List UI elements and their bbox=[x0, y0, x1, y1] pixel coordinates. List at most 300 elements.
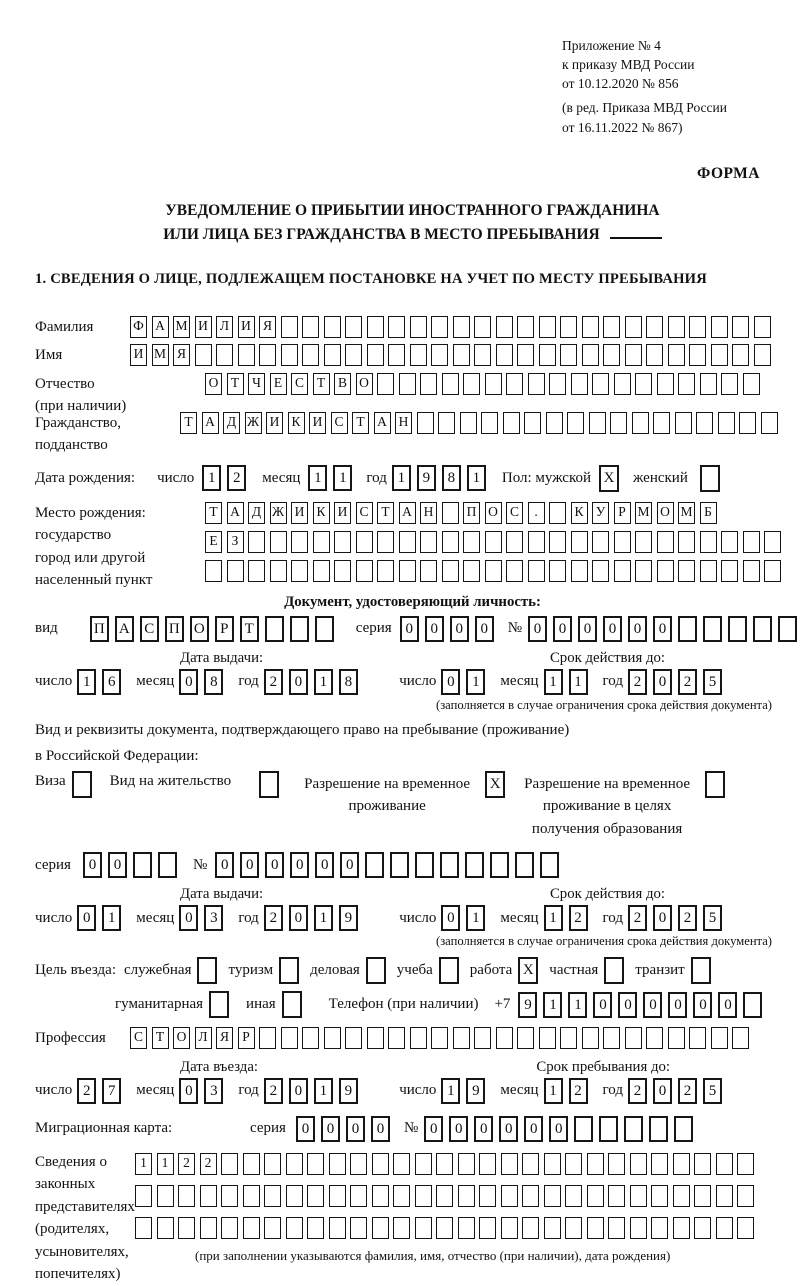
form-cell[interactable]: 0 bbox=[371, 1116, 390, 1142]
form-cell[interactable] bbox=[377, 373, 394, 395]
form-cell[interactable] bbox=[479, 1217, 496, 1239]
form-cell[interactable]: А bbox=[374, 412, 391, 434]
form-cell[interactable] bbox=[732, 316, 749, 338]
form-cell[interactable]: И bbox=[309, 412, 326, 434]
form-cell[interactable] bbox=[465, 852, 484, 878]
form-cell[interactable]: Ж bbox=[270, 502, 287, 524]
form-cell[interactable]: 0 bbox=[450, 616, 469, 642]
form-cell[interactable]: В bbox=[334, 373, 351, 395]
form-cell[interactable] bbox=[460, 412, 477, 434]
form-cell[interactable] bbox=[764, 560, 781, 582]
form-cell[interactable] bbox=[474, 344, 491, 366]
form-cell[interactable] bbox=[673, 1153, 690, 1175]
form-cell[interactable] bbox=[334, 531, 351, 553]
form-cell[interactable]: О bbox=[657, 502, 674, 524]
form-cell[interactable] bbox=[540, 852, 559, 878]
form-cell[interactable]: 0 bbox=[499, 1116, 518, 1142]
form-cell[interactable]: 9 bbox=[339, 1078, 358, 1104]
form-cell[interactable] bbox=[754, 344, 771, 366]
form-cell[interactable] bbox=[721, 531, 738, 553]
form-cell[interactable] bbox=[350, 1153, 367, 1175]
form-cell[interactable] bbox=[678, 560, 695, 582]
form-cell[interactable]: О bbox=[173, 1027, 190, 1049]
form-cell[interactable] bbox=[614, 531, 631, 553]
form-cell[interactable] bbox=[442, 373, 459, 395]
form-cell[interactable]: 1 bbox=[77, 669, 96, 695]
form-cell[interactable]: Ч bbox=[248, 373, 265, 395]
form-cell[interactable]: 0 bbox=[83, 852, 102, 878]
form-cell[interactable] bbox=[496, 1027, 513, 1049]
form-cell[interactable]: 2 bbox=[678, 905, 697, 931]
form-cell[interactable] bbox=[528, 560, 545, 582]
form-cell[interactable] bbox=[270, 531, 287, 553]
form-cell[interactable]: И bbox=[334, 502, 351, 524]
form-cell[interactable] bbox=[356, 531, 373, 553]
form-cell[interactable] bbox=[603, 344, 620, 366]
form-cell[interactable]: 0 bbox=[108, 852, 127, 878]
form-cell[interactable]: Т bbox=[377, 502, 394, 524]
form-cell[interactable]: 8 bbox=[204, 669, 223, 695]
form-cell[interactable] bbox=[737, 1217, 754, 1239]
form-cell[interactable]: 6 bbox=[102, 669, 121, 695]
form-cell[interactable] bbox=[624, 1116, 643, 1142]
form-cell[interactable] bbox=[307, 1217, 324, 1239]
form-cell[interactable] bbox=[356, 560, 373, 582]
form-cell[interactable] bbox=[200, 1185, 217, 1207]
form-cell[interactable]: К bbox=[288, 412, 305, 434]
form-cell[interactable] bbox=[329, 1153, 346, 1175]
form-cell[interactable] bbox=[442, 531, 459, 553]
form-cell[interactable]: 2 bbox=[678, 1078, 697, 1104]
form-cell[interactable]: 2 bbox=[628, 1078, 647, 1104]
form-cell[interactable]: Н bbox=[420, 502, 437, 524]
form-cell[interactable]: 2 bbox=[569, 905, 588, 931]
form-cell[interactable]: 0 bbox=[578, 616, 597, 642]
form-cell[interactable] bbox=[415, 852, 434, 878]
form-cell[interactable] bbox=[453, 1027, 470, 1049]
form-cell[interactable] bbox=[592, 531, 609, 553]
form-cell[interactable]: 2 bbox=[264, 669, 283, 695]
form-cell[interactable]: Р bbox=[215, 616, 234, 642]
form-cell[interactable]: 0 bbox=[549, 1116, 568, 1142]
form-cell[interactable]: 9 bbox=[339, 905, 358, 931]
form-cell[interactable] bbox=[490, 852, 509, 878]
form-cell[interactable] bbox=[625, 344, 642, 366]
form-cell[interactable]: 0 bbox=[296, 1116, 315, 1142]
form-cell[interactable]: 5 bbox=[703, 669, 722, 695]
form-cell[interactable]: 0 bbox=[718, 992, 737, 1018]
form-cell[interactable] bbox=[668, 316, 685, 338]
form-cell[interactable] bbox=[436, 1153, 453, 1175]
form-cell[interactable]: С bbox=[291, 373, 308, 395]
form-cell[interactable]: Н bbox=[395, 412, 412, 434]
form-cell[interactable]: Я bbox=[216, 1027, 233, 1049]
form-cell[interactable] bbox=[417, 412, 434, 434]
form-cell[interactable] bbox=[281, 316, 298, 338]
form-cell[interactable] bbox=[571, 560, 588, 582]
form-cell[interactable]: А bbox=[227, 502, 244, 524]
form-cell[interactable] bbox=[388, 316, 405, 338]
form-cell[interactable] bbox=[345, 316, 362, 338]
form-cell[interactable]: 0 bbox=[240, 852, 259, 878]
form-cell[interactable] bbox=[524, 412, 541, 434]
form-cell[interactable] bbox=[442, 502, 459, 524]
form-cell[interactable] bbox=[635, 373, 652, 395]
form-cell[interactable]: С bbox=[331, 412, 348, 434]
form-cell[interactable] bbox=[393, 1185, 410, 1207]
form-cell[interactable] bbox=[503, 412, 520, 434]
form-cell[interactable] bbox=[625, 1027, 642, 1049]
form-cell[interactable] bbox=[544, 1217, 561, 1239]
form-cell[interactable] bbox=[463, 531, 480, 553]
form-cell[interactable] bbox=[463, 373, 480, 395]
form-cell[interactable] bbox=[178, 1185, 195, 1207]
form-cell[interactable] bbox=[587, 1185, 604, 1207]
form-cell[interactable]: 2 bbox=[569, 1078, 588, 1104]
form-cell[interactable]: М bbox=[635, 502, 652, 524]
form-cell[interactable]: 0 bbox=[474, 1116, 493, 1142]
form-cell[interactable]: 0 bbox=[653, 1078, 672, 1104]
form-cell[interactable] bbox=[582, 344, 599, 366]
form-cell[interactable] bbox=[589, 412, 606, 434]
form-cell[interactable]: О bbox=[485, 502, 502, 524]
form-cell[interactable] bbox=[506, 373, 523, 395]
form-cell[interactable]: 0 bbox=[289, 905, 308, 931]
form-cell[interactable] bbox=[630, 1185, 647, 1207]
form-cell[interactable] bbox=[438, 412, 455, 434]
form-cell[interactable] bbox=[399, 373, 416, 395]
form-cell[interactable]: 2 bbox=[264, 905, 283, 931]
form-cell[interactable] bbox=[431, 1027, 448, 1049]
form-cell[interactable]: 0 bbox=[424, 1116, 443, 1142]
form-cell[interactable] bbox=[696, 412, 713, 434]
form-cell[interactable] bbox=[324, 344, 341, 366]
form-cell[interactable] bbox=[700, 465, 720, 492]
form-cell[interactable] bbox=[221, 1217, 238, 1239]
form-cell[interactable] bbox=[485, 531, 502, 553]
form-cell[interactable] bbox=[481, 412, 498, 434]
form-cell[interactable] bbox=[711, 316, 728, 338]
form-cell[interactable] bbox=[582, 1027, 599, 1049]
form-cell[interactable] bbox=[754, 316, 771, 338]
form-cell[interactable] bbox=[324, 316, 341, 338]
form-cell[interactable] bbox=[517, 1027, 534, 1049]
form-cell[interactable] bbox=[479, 1153, 496, 1175]
form-cell[interactable]: 2 bbox=[200, 1153, 217, 1175]
form-cell[interactable] bbox=[135, 1217, 152, 1239]
form-cell[interactable] bbox=[420, 531, 437, 553]
form-cell[interactable] bbox=[694, 1185, 711, 1207]
form-cell[interactable] bbox=[587, 1153, 604, 1175]
form-cell[interactable] bbox=[700, 560, 717, 582]
form-cell[interactable] bbox=[506, 560, 523, 582]
form-cell[interactable] bbox=[281, 1027, 298, 1049]
form-cell[interactable] bbox=[705, 771, 725, 798]
form-cell[interactable] bbox=[279, 957, 299, 984]
form-cell[interactable] bbox=[674, 1116, 693, 1142]
form-cell[interactable]: К bbox=[571, 502, 588, 524]
form-cell[interactable] bbox=[393, 1153, 410, 1175]
form-cell[interactable]: О bbox=[205, 373, 222, 395]
form-cell[interactable]: 0 bbox=[315, 852, 334, 878]
form-cell[interactable]: X bbox=[518, 957, 538, 984]
form-cell[interactable]: 0 bbox=[289, 669, 308, 695]
form-cell[interactable] bbox=[522, 1185, 539, 1207]
form-cell[interactable]: Я bbox=[173, 344, 190, 366]
form-cell[interactable]: Я bbox=[259, 316, 276, 338]
form-cell[interactable] bbox=[549, 373, 566, 395]
form-cell[interactable] bbox=[243, 1217, 260, 1239]
form-cell[interactable]: И bbox=[238, 316, 255, 338]
form-cell[interactable] bbox=[501, 1217, 518, 1239]
form-cell[interactable] bbox=[517, 316, 534, 338]
form-cell[interactable]: К bbox=[313, 502, 330, 524]
form-cell[interactable] bbox=[608, 1153, 625, 1175]
form-cell[interactable] bbox=[544, 1185, 561, 1207]
form-cell[interactable] bbox=[431, 344, 448, 366]
form-cell[interactable]: 0 bbox=[643, 992, 662, 1018]
form-cell[interactable] bbox=[157, 1217, 174, 1239]
form-cell[interactable]: Д bbox=[223, 412, 240, 434]
form-cell[interactable] bbox=[221, 1153, 238, 1175]
form-cell[interactable]: Б bbox=[700, 502, 717, 524]
form-cell[interactable] bbox=[678, 373, 695, 395]
form-cell[interactable] bbox=[565, 1185, 582, 1207]
form-cell[interactable]: И bbox=[195, 316, 212, 338]
form-cell[interactable] bbox=[365, 852, 384, 878]
form-cell[interactable]: Ф bbox=[130, 316, 147, 338]
form-cell[interactable] bbox=[453, 316, 470, 338]
form-cell[interactable] bbox=[377, 560, 394, 582]
form-cell[interactable]: М bbox=[152, 344, 169, 366]
form-cell[interactable] bbox=[657, 531, 674, 553]
form-cell[interactable]: Е bbox=[205, 531, 222, 553]
form-cell[interactable]: З bbox=[227, 531, 244, 553]
form-cell[interactable]: 1 bbox=[544, 905, 563, 931]
form-cell[interactable] bbox=[743, 373, 760, 395]
form-cell[interactable]: X bbox=[599, 465, 619, 492]
form-cell[interactable] bbox=[264, 1153, 281, 1175]
form-cell[interactable] bbox=[496, 344, 513, 366]
form-cell[interactable] bbox=[178, 1217, 195, 1239]
form-cell[interactable] bbox=[549, 560, 566, 582]
form-cell[interactable] bbox=[668, 344, 685, 366]
form-cell[interactable]: 0 bbox=[346, 1116, 365, 1142]
form-cell[interactable]: 0 bbox=[400, 616, 419, 642]
form-cell[interactable]: 1 bbox=[392, 465, 411, 491]
form-cell[interactable] bbox=[630, 1153, 647, 1175]
form-cell[interactable]: 2 bbox=[178, 1153, 195, 1175]
form-cell[interactable] bbox=[587, 1217, 604, 1239]
form-cell[interactable] bbox=[390, 852, 409, 878]
form-cell[interactable] bbox=[649, 1116, 668, 1142]
form-cell[interactable]: X bbox=[485, 771, 505, 798]
form-cell[interactable]: 0 bbox=[449, 1116, 468, 1142]
form-cell[interactable] bbox=[286, 1185, 303, 1207]
form-cell[interactable]: И bbox=[266, 412, 283, 434]
form-cell[interactable] bbox=[205, 560, 222, 582]
form-cell[interactable] bbox=[496, 316, 513, 338]
form-cell[interactable] bbox=[700, 531, 717, 553]
form-cell[interactable]: 8 bbox=[442, 465, 461, 491]
form-cell[interactable] bbox=[737, 1153, 754, 1175]
form-cell[interactable]: 2 bbox=[678, 669, 697, 695]
form-cell[interactable]: 0 bbox=[693, 992, 712, 1018]
form-cell[interactable] bbox=[739, 412, 756, 434]
form-cell[interactable] bbox=[388, 344, 405, 366]
form-cell[interactable] bbox=[439, 957, 459, 984]
form-cell[interactable] bbox=[350, 1185, 367, 1207]
form-cell[interactable]: П bbox=[165, 616, 184, 642]
form-cell[interactable] bbox=[544, 1153, 561, 1175]
form-cell[interactable] bbox=[440, 852, 459, 878]
form-cell[interactable] bbox=[458, 1153, 475, 1175]
form-cell[interactable] bbox=[479, 1185, 496, 1207]
form-cell[interactable] bbox=[539, 316, 556, 338]
form-cell[interactable]: 1 bbox=[314, 1078, 333, 1104]
form-cell[interactable]: О bbox=[190, 616, 209, 642]
form-cell[interactable] bbox=[399, 531, 416, 553]
form-cell[interactable]: 1 bbox=[466, 669, 485, 695]
form-cell[interactable] bbox=[743, 992, 762, 1018]
form-cell[interactable] bbox=[259, 771, 279, 798]
form-cell[interactable]: 2 bbox=[77, 1078, 96, 1104]
form-cell[interactable] bbox=[574, 1116, 593, 1142]
form-cell[interactable]: 0 bbox=[653, 669, 672, 695]
form-cell[interactable] bbox=[135, 1185, 152, 1207]
form-cell[interactable] bbox=[345, 1027, 362, 1049]
form-cell[interactable] bbox=[415, 1153, 432, 1175]
form-cell[interactable] bbox=[522, 1153, 539, 1175]
form-cell[interactable] bbox=[592, 373, 609, 395]
form-cell[interactable] bbox=[721, 373, 738, 395]
form-cell[interactable] bbox=[711, 1027, 728, 1049]
form-cell[interactable]: П bbox=[463, 502, 480, 524]
form-cell[interactable] bbox=[506, 531, 523, 553]
form-cell[interactable] bbox=[549, 531, 566, 553]
form-cell[interactable] bbox=[197, 957, 217, 984]
form-cell[interactable] bbox=[195, 344, 212, 366]
form-cell[interactable]: . bbox=[528, 502, 545, 524]
form-cell[interactable] bbox=[560, 344, 577, 366]
form-cell[interactable]: 0 bbox=[475, 616, 494, 642]
form-cell[interactable]: 2 bbox=[628, 669, 647, 695]
form-cell[interactable] bbox=[732, 344, 749, 366]
form-cell[interactable] bbox=[410, 1027, 427, 1049]
form-cell[interactable] bbox=[410, 316, 427, 338]
form-cell[interactable] bbox=[367, 344, 384, 366]
form-cell[interactable]: 0 bbox=[289, 1078, 308, 1104]
form-cell[interactable] bbox=[673, 1217, 690, 1239]
form-cell[interactable] bbox=[517, 344, 534, 366]
form-cell[interactable]: Л bbox=[195, 1027, 212, 1049]
form-cell[interactable] bbox=[721, 560, 738, 582]
form-cell[interactable] bbox=[657, 560, 674, 582]
form-cell[interactable] bbox=[313, 560, 330, 582]
form-cell[interactable] bbox=[753, 616, 772, 642]
form-cell[interactable]: 0 bbox=[77, 905, 96, 931]
form-cell[interactable]: Т bbox=[352, 412, 369, 434]
form-cell[interactable] bbox=[72, 771, 92, 798]
form-cell[interactable] bbox=[501, 1185, 518, 1207]
form-cell[interactable] bbox=[651, 1153, 668, 1175]
form-cell[interactable]: 1 bbox=[467, 465, 486, 491]
form-cell[interactable]: И bbox=[130, 344, 147, 366]
form-cell[interactable] bbox=[614, 560, 631, 582]
form-cell[interactable] bbox=[158, 852, 177, 878]
form-cell[interactable]: 0 bbox=[653, 616, 672, 642]
form-cell[interactable] bbox=[248, 531, 265, 553]
form-cell[interactable] bbox=[539, 344, 556, 366]
form-cell[interactable] bbox=[592, 560, 609, 582]
form-cell[interactable] bbox=[307, 1153, 324, 1175]
form-cell[interactable] bbox=[515, 852, 534, 878]
form-cell[interactable]: 0 bbox=[603, 616, 622, 642]
form-cell[interactable] bbox=[248, 560, 265, 582]
form-cell[interactable] bbox=[458, 1217, 475, 1239]
form-cell[interactable] bbox=[694, 1153, 711, 1175]
form-cell[interactable] bbox=[329, 1217, 346, 1239]
form-cell[interactable] bbox=[528, 373, 545, 395]
form-cell[interactable] bbox=[614, 373, 631, 395]
form-cell[interactable] bbox=[302, 316, 319, 338]
form-cell[interactable]: Т bbox=[227, 373, 244, 395]
form-cell[interactable]: С bbox=[140, 616, 159, 642]
form-cell[interactable] bbox=[281, 344, 298, 366]
form-cell[interactable]: 1 bbox=[308, 465, 327, 491]
form-cell[interactable] bbox=[410, 344, 427, 366]
form-cell[interactable]: О bbox=[356, 373, 373, 395]
form-cell[interactable] bbox=[367, 316, 384, 338]
form-cell[interactable] bbox=[610, 412, 627, 434]
form-cell[interactable]: 9 bbox=[518, 992, 537, 1018]
form-cell[interactable] bbox=[259, 344, 276, 366]
form-cell[interactable] bbox=[420, 373, 437, 395]
form-cell[interactable] bbox=[221, 1185, 238, 1207]
form-cell[interactable]: 0 bbox=[528, 616, 547, 642]
form-cell[interactable] bbox=[463, 560, 480, 582]
form-cell[interactable]: Т bbox=[240, 616, 259, 642]
form-cell[interactable] bbox=[372, 1217, 389, 1239]
form-cell[interactable]: 0 bbox=[425, 616, 444, 642]
form-cell[interactable] bbox=[728, 616, 747, 642]
form-cell[interactable] bbox=[689, 1027, 706, 1049]
form-cell[interactable]: П bbox=[90, 616, 109, 642]
form-cell[interactable] bbox=[560, 1027, 577, 1049]
form-cell[interactable]: 0 bbox=[593, 992, 612, 1018]
form-cell[interactable]: С bbox=[356, 502, 373, 524]
form-cell[interactable] bbox=[388, 1027, 405, 1049]
form-cell[interactable] bbox=[703, 616, 722, 642]
form-cell[interactable] bbox=[565, 1217, 582, 1239]
form-cell[interactable] bbox=[549, 502, 566, 524]
form-cell[interactable] bbox=[694, 1217, 711, 1239]
form-cell[interactable]: 0 bbox=[340, 852, 359, 878]
form-cell[interactable]: У bbox=[592, 502, 609, 524]
form-cell[interactable] bbox=[315, 616, 334, 642]
form-cell[interactable] bbox=[630, 1217, 647, 1239]
form-cell[interactable] bbox=[599, 1116, 618, 1142]
form-cell[interactable] bbox=[324, 1027, 341, 1049]
form-cell[interactable]: 2 bbox=[227, 465, 246, 491]
form-cell[interactable] bbox=[243, 1185, 260, 1207]
form-cell[interactable] bbox=[567, 412, 584, 434]
form-cell[interactable] bbox=[436, 1217, 453, 1239]
form-cell[interactable] bbox=[716, 1153, 733, 1175]
form-cell[interactable] bbox=[307, 1185, 324, 1207]
form-cell[interactable] bbox=[675, 412, 692, 434]
form-cell[interactable] bbox=[653, 412, 670, 434]
